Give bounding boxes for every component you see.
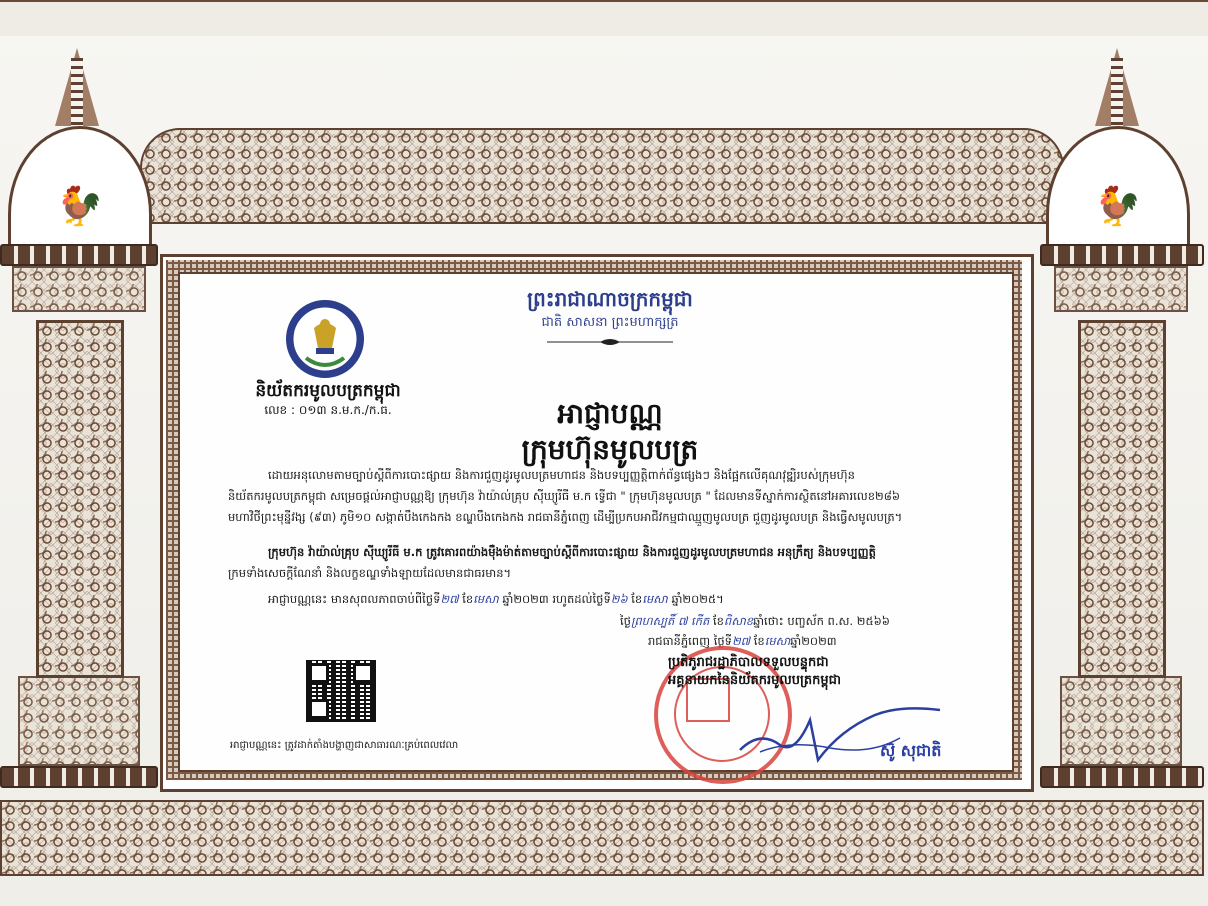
validity-month-label-2: ខែ: [631, 592, 643, 606]
certificate-subtitle: ក្រុមហ៊ុនមូលបត្រ: [521, 433, 699, 466]
place-month: មេសា: [764, 634, 791, 648]
lunar-month-label: ខែ: [712, 614, 724, 628]
ornamental-divider: [545, 338, 675, 346]
body-line-3: មហាវិថីព្រះមុន្នីវង្ស (៩៣) ភូមិ១០ សង្កាត់បឹងកេងកង ខណ្ឌបឹងកេងកង រាជធានីភ្នំពេញ ដើម្បីប្រកបអាជីវកម្មជាឈ្មួញមូលបត្រ ជួញដូរមូលបត្រ និងធ្វើសមូលបត្រ។: [228, 510, 903, 524]
qr-finder-top-left: [309, 663, 329, 683]
lunar-date-line: [620, 612, 890, 631]
lunar-month: ពិសាខ: [723, 614, 754, 628]
left-pillar-capital: [12, 266, 146, 312]
qr-code-icon[interactable]: [306, 660, 376, 722]
body-line-5: ក្រមទាំងសេចក្តីណែនាំ និងលក្ខខណ្ឌទាំងឡាយដែលមានជាធរមាន។: [228, 566, 512, 580]
validity-to-day: ២៦: [610, 592, 628, 606]
national-motto: ជាតិ សាសនា ព្រះមហាក្សត្រ: [541, 315, 679, 330]
signatory-title-line-1: ប្រតិភូរាជរដ្ឋាភិបាលទទួលបន្ទុកជា: [668, 655, 829, 670]
left-pillar-ledge-top: [0, 244, 158, 266]
lunar-suffix: ឆ្នាំថោះ បញ្ចស័ក ព.ស. ២៥៦៦: [753, 614, 890, 628]
certificate-title: អាជ្ញាបណ្ណ: [557, 397, 663, 430]
signatory-title-line-2: អគ្គនាយកនៃនិយ័តករមូលបត្រកម្ពុជា: [668, 673, 842, 688]
kingdom-heading: ព្រះរាជាណាចក្រកម្ពុជា: [527, 287, 693, 311]
rooster-icon: 🐓: [56, 184, 104, 228]
sec-logo: [276, 296, 370, 376]
organization-name: និយ័តករមូលបត្រកម្ពុជា: [255, 381, 401, 401]
validity-from-month: មេសា: [473, 592, 499, 606]
place-day: ២៧: [731, 634, 751, 648]
top-ornament-band: [140, 128, 1064, 224]
license-reference-number: លេខ : ០១៣ ន.ម.ក./ក.ធ.: [264, 403, 392, 417]
lunar-day: ព្រហស្បតិ៍ ៧ កើត: [630, 614, 710, 628]
validity-month-label: ខែ: [462, 592, 474, 606]
validity-line: [268, 590, 724, 609]
validity-to-month: មេសា: [642, 592, 668, 606]
qr-finder-top-right: [353, 663, 373, 683]
place-suffix: ឆ្នាំ២០២៣: [790, 634, 837, 648]
validity-prefix: អាជ្ញាបណ្ណនេះ មានសុពលភាពចាប់ពីថ្ងៃទី: [268, 592, 441, 606]
body-line-4: ក្រុមហ៊ុន វ៉ាយ៉ាល់គ្រុប ស៊ីឃ្យូរីធី ម.ក ត្រូវគោរពយ៉ាងម៉ឺងម៉ាត់តាមច្បាប់ស្តីពីការបោះផ្សាយ និងការជួញដូរមូលបត្រមហាជន អនុក្រឹត្យ និងបទប្បញ្ញត្តិ: [268, 545, 876, 559]
bottom-ornament-band: [0, 800, 1204, 876]
validity-from-day: ២៧: [440, 592, 459, 606]
right-spire-detail: [1111, 58, 1123, 128]
right-pillar-shaft: [1078, 320, 1166, 678]
right-pillar-capital: [1054, 266, 1188, 312]
place-prefix: រាជធានីភ្នំពេញ ថ្ងៃទី: [648, 634, 732, 648]
place-month-label: ខែ: [753, 634, 765, 648]
right-pillar-ledge-bottom: [1040, 766, 1204, 788]
signatory-name: ស៊ូ សុជាតិ: [880, 741, 942, 760]
qr-finder-bottom-left: [309, 699, 329, 719]
display-notice: អាជ្ញាបណ្ណនេះ ត្រូវដាក់តាំងបង្ហាញជាសាធារណៈគ្រប់ពេលវេលា: [230, 740, 459, 751]
body-line-1: ដោយអនុលោមតាមច្បាប់ស្តីពីការបោះផ្សាយ និងការជួញដូរមូលបត្រមហាជន និងបទប្បញ្ញត្តិពាក់ព័ន្ធផ្សេងៗ និងផ្អែកលើគុណវុឌ្ឍិរបស់ក្រុមហ៊ុន: [268, 468, 855, 482]
validity-suffix: ឆ្នាំ២០២៥។: [671, 592, 724, 606]
left-pillar-base: [18, 676, 140, 766]
left-pillar-shaft: [36, 320, 124, 678]
rooster-icon: 🐓: [1094, 184, 1142, 228]
logo-emblem-icon: [286, 300, 364, 378]
right-pillar-base: [1060, 676, 1182, 766]
left-spire-detail: [71, 58, 83, 128]
left-pillar-ledge-bottom: [0, 766, 158, 788]
body-line-2: និយ័តករមូលបត្រកម្ពុជា សម្រេចផ្តល់អាជ្ញាបណ្ណឱ្យ ក្រុមហ៊ុន វ៉ាយ៉ាល់គ្រុប ស៊ីឃ្យូរីធី ម.ក ទ្វើជា " ក្រុមហ៊ុនមូលបត្រ " ដែលមានទីស្នាក់ការស្ថិតនៅអគារលេខ២៨៦: [228, 489, 901, 503]
right-pillar-ledge-top: [1040, 244, 1204, 266]
validity-mid: ឆ្នាំ២០២៣ រហូតដល់ថ្ងៃទី: [502, 592, 611, 606]
floor-band: [0, 0, 1208, 36]
lunar-prefix: ថ្ងៃ: [620, 614, 631, 628]
